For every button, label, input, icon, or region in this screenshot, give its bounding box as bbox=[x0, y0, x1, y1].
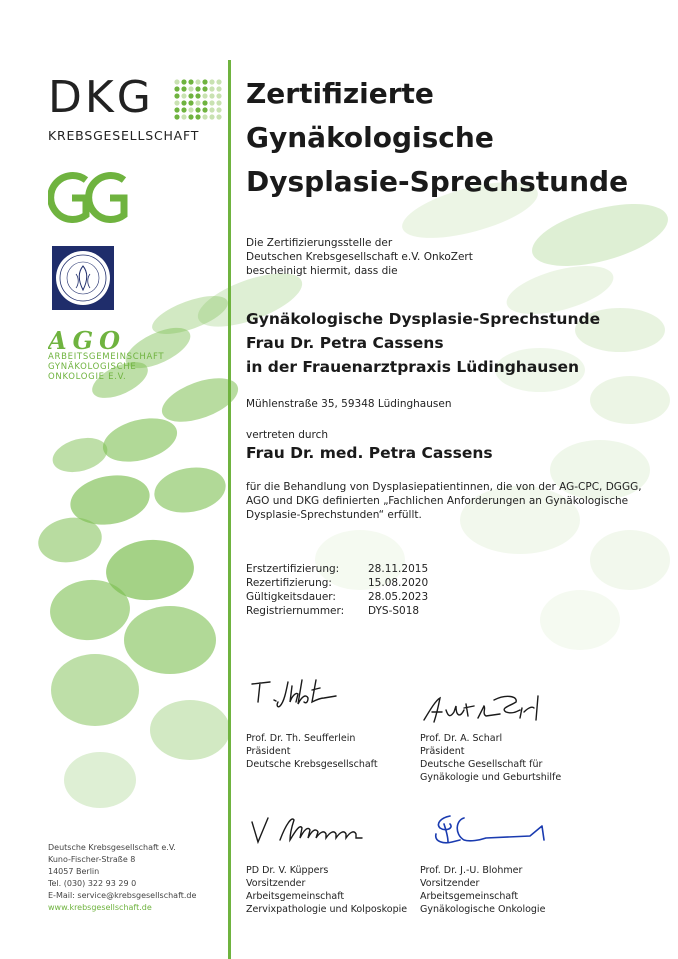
represented-by-label: vertreten durch bbox=[246, 429, 329, 441]
signatory-line: Vorsitzender bbox=[420, 878, 480, 889]
signatory-line: Arbeitsgemeinschaft bbox=[246, 891, 345, 902]
accent-divider bbox=[228, 60, 231, 959]
purpose-line: für die Behandlung von Dysplasiepatientinnen, die von der AG-CPC, DGGG, bbox=[246, 481, 642, 493]
svg-text:AGO: AGO bbox=[48, 330, 127, 352]
society-seal-icon bbox=[52, 246, 114, 310]
signatory-kueppers bbox=[246, 864, 407, 916]
facility-line: in der Frauenarztpraxis Lüdinghausen bbox=[246, 358, 580, 376]
dkg-logo bbox=[48, 72, 224, 143]
certification-dates bbox=[246, 562, 428, 618]
signatory-line: PD Dr. V. Küppers bbox=[246, 865, 329, 876]
date-label: Erstzertifizierung: bbox=[246, 563, 340, 575]
date-row bbox=[246, 576, 428, 590]
signatory-line: Prof. Dr. A. Scharl bbox=[420, 733, 503, 744]
dkg-dots-icon bbox=[173, 78, 223, 122]
date-value: 28.11.2015 bbox=[368, 563, 429, 575]
signature-kueppers-icon bbox=[246, 806, 396, 850]
ago-logo bbox=[48, 330, 228, 382]
date-label: Rezertifizierung: bbox=[246, 577, 332, 589]
signatory-line: Präsident bbox=[420, 746, 465, 757]
signatory-line: Prof. Dr. Th. Seufferlein bbox=[246, 733, 356, 744]
title-line: Dysplasie-Sprechstunde bbox=[246, 165, 629, 198]
signatory-line: Deutsche Krebsgesellschaft bbox=[246, 759, 378, 770]
title-line: Gynäkologische bbox=[246, 121, 494, 154]
certification-purpose bbox=[246, 480, 666, 522]
signatory-line: Gynäkologie und Geburtshilfe bbox=[420, 772, 562, 783]
date-value: 15.08.2020 bbox=[368, 577, 429, 589]
signatory-scharl bbox=[420, 732, 561, 784]
purpose-line: AGO und DKG definierten „Fachlichen Anforderungen an Gynäkologische bbox=[246, 495, 629, 507]
ago-line: ONKOLOGIE E.V. bbox=[48, 372, 127, 382]
footer-contact bbox=[48, 842, 196, 914]
date-row bbox=[246, 590, 428, 604]
certified-facility bbox=[246, 307, 600, 379]
representative-name: Frau Dr. med. Petra Cassens bbox=[246, 444, 493, 462]
signatory-line: Präsident bbox=[246, 746, 291, 757]
footer-line: Deutsche Krebsgesellschaft e.V. bbox=[48, 843, 176, 852]
date-row bbox=[246, 562, 428, 576]
facility-line: Frau Dr. Petra Cassens bbox=[246, 334, 444, 352]
intro-line: Deutschen Krebsgesellschaft e.V. OnkoZert bbox=[246, 251, 473, 263]
signatory-line: Prof. Dr. J.-U. Blohmer bbox=[420, 865, 523, 876]
ago-logo-text bbox=[48, 352, 228, 382]
facility-address: Mühlenstraße 35, 59348 Lüdinghausen bbox=[246, 398, 452, 410]
footer-line: 14057 Berlin bbox=[48, 867, 100, 876]
signatory-line: Zervixpathologie und Kolposkopie bbox=[246, 904, 408, 915]
ago-line: ARBEITSGEMEINSCHAFT bbox=[48, 352, 165, 362]
footer-website[interactable]: www.krebsgesellschaft.de bbox=[48, 903, 152, 912]
signature-blohmer-icon bbox=[430, 806, 570, 850]
footer-line: Kuno-Fischer-Straße 8 bbox=[48, 855, 136, 864]
intro-line: Die Zertifizierungsstelle der bbox=[246, 237, 393, 249]
signatory-line: Gynäkologische Onkologie bbox=[420, 904, 546, 915]
date-label: Gültigkeitsdauer: bbox=[246, 591, 336, 603]
certificate-title bbox=[246, 72, 628, 204]
ago-mark-icon bbox=[48, 330, 160, 352]
title-line: Zertifizierte bbox=[246, 77, 434, 110]
gg-logo-icon bbox=[48, 170, 128, 225]
facility-line: Gynäkologische Dysplasie-Sprechstunde bbox=[246, 310, 601, 328]
footer-line: Tel. (030) 322 93 29 0 bbox=[48, 879, 137, 888]
signatory-line: Arbeitsgemeinschaft bbox=[420, 891, 519, 902]
signature-scharl-icon bbox=[420, 690, 560, 730]
signatory-blohmer bbox=[420, 864, 545, 916]
date-value: DYS-S018 bbox=[368, 605, 420, 617]
date-value: 28.05.2023 bbox=[368, 591, 429, 603]
purpose-line: Dysplasie-Sprechstunden“ erfüllt. bbox=[246, 509, 422, 521]
dkg-logo-subtitle: KREBSGESELLSCHAFT bbox=[48, 128, 200, 143]
issuer-statement bbox=[246, 236, 473, 278]
signature-seufferlein-icon bbox=[246, 672, 366, 712]
signatory-line: Vorsitzender bbox=[246, 878, 306, 889]
dkg-logo-text: DKG bbox=[48, 72, 154, 123]
intro-line: bescheinigt hiermit, dass die bbox=[246, 265, 398, 277]
signatory-line: Deutsche Gesellschaft für bbox=[420, 759, 543, 770]
date-row bbox=[246, 604, 428, 618]
signatory-seufferlein bbox=[246, 732, 378, 771]
footer-line: E-Mail: service@krebsgesellschaft.de bbox=[48, 891, 197, 900]
ago-line: GYNÄKOLOGISCHE bbox=[48, 362, 137, 372]
date-label: Registriernummer: bbox=[246, 605, 345, 617]
